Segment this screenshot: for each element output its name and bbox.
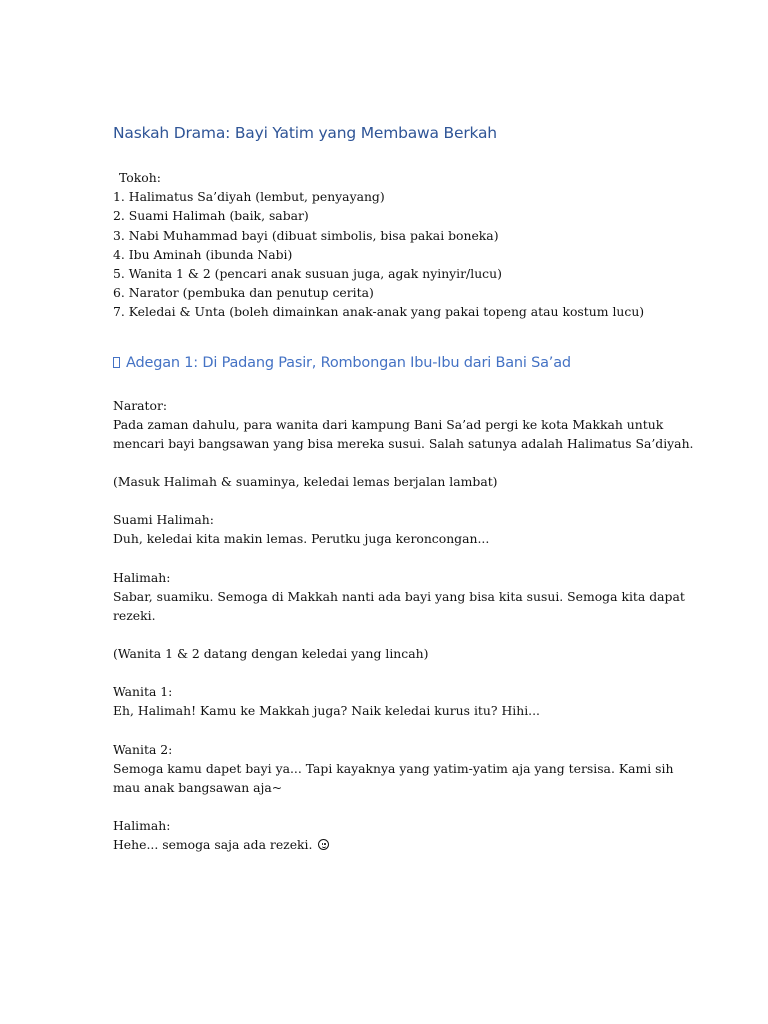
dialogue-line: Semoga kamu dapet bayi ya... Tapi kayaknya yang yatim-yatim aja yang tersisa. Kami sih <box>113 761 674 777</box>
scene-heading-text: Adegan 1: Di Padang Pasir, Rombongan Ibu-Ibu dari Bani Sa’ad <box>126 355 571 371</box>
dialogue-line: mencari bayi bangsawan yang bisa mereka susui. Salah satunya adalah Halimatus Sa’diyah. <box>113 436 694 452</box>
dialogue-line: Duh, keledai kita makin lemas. Perutku juga keroncongan... <box>113 531 490 547</box>
cast-item: 6. Narator (pembuka dan penutup cerita) <box>113 285 374 301</box>
dialogue-wanita-1 <box>113 682 673 720</box>
speaker-label: Wanita 1: <box>113 684 173 699</box>
speaker-label: Halimah: <box>113 818 171 833</box>
cast-list <box>113 168 673 322</box>
speaker-label: Halimah: <box>113 570 171 585</box>
speaker-label: Suami Halimah: <box>113 512 214 527</box>
stage-direction <box>113 472 673 491</box>
document-title: Naskah Drama: Bayi Yatim yang Membawa Berkah <box>113 124 497 142</box>
smiley-icon <box>318 839 329 850</box>
dialogue-line: Eh, Halimah! Kamu ke Makkah juga? Naik keledai kurus itu? Hihi... <box>113 703 540 719</box>
dialogue-line: Pada zaman dahulu, para wanita dari kampung Bani Sa’ad pergi ke kota Makkah untuk <box>113 417 664 433</box>
cast-item: 4. Ibu Aminah (ibunda Nabi) <box>113 246 293 262</box>
missing-glyph-icon <box>113 357 120 368</box>
dialogue-suami-halimah <box>113 510 673 548</box>
dialogue-line: Hehe... semoga saja ada rezeki. <box>113 837 313 853</box>
speaker-label: Narator: <box>113 398 168 413</box>
dialogue-line-with-emoji <box>113 835 673 854</box>
dialogue-halimah <box>113 816 673 854</box>
stage-direction-text: (Wanita 1 & 2 datang dengan keledai yang lincah) <box>113 646 429 661</box>
dialogue-narrator <box>113 396 694 454</box>
dialogue-halimah <box>113 568 685 626</box>
dialogue-line: Sabar, suamiku. Semoga di Makkah nanti ada bayi yang bisa kita susui. Semoga kita dapat <box>113 589 685 605</box>
cast-item: 7. Keledai & Unta (boleh dimainkan anak-anak yang pakai topeng atau kostum lucu) <box>113 304 645 320</box>
cast-item: 2. Suami Halimah (baik, sabar) <box>113 208 309 224</box>
dialogue-line: mau anak bangsawan aja~ <box>113 780 283 796</box>
stage-direction-text: (Masuk Halimah & suaminya, keledai lemas berjalan lambat) <box>113 474 498 489</box>
cast-heading: Tokoh: <box>119 170 161 185</box>
dialogue-line: rezeki. <box>113 608 156 624</box>
speaker-label: Wanita 2: <box>113 742 173 757</box>
scene-heading <box>113 355 571 371</box>
stage-direction <box>113 644 673 663</box>
dialogue-wanita-2 <box>113 740 673 798</box>
cast-item: 1. Halimatus Sa’diyah (lembut, penyayang) <box>113 189 385 205</box>
cast-item: 3. Nabi Muhammad bayi (dibuat simbolis, bisa pakai boneka) <box>113 227 499 243</box>
cast-item: 5. Wanita 1 & 2 (pencari anak susuan juga, agak nyinyir/lucu) <box>113 265 502 281</box>
